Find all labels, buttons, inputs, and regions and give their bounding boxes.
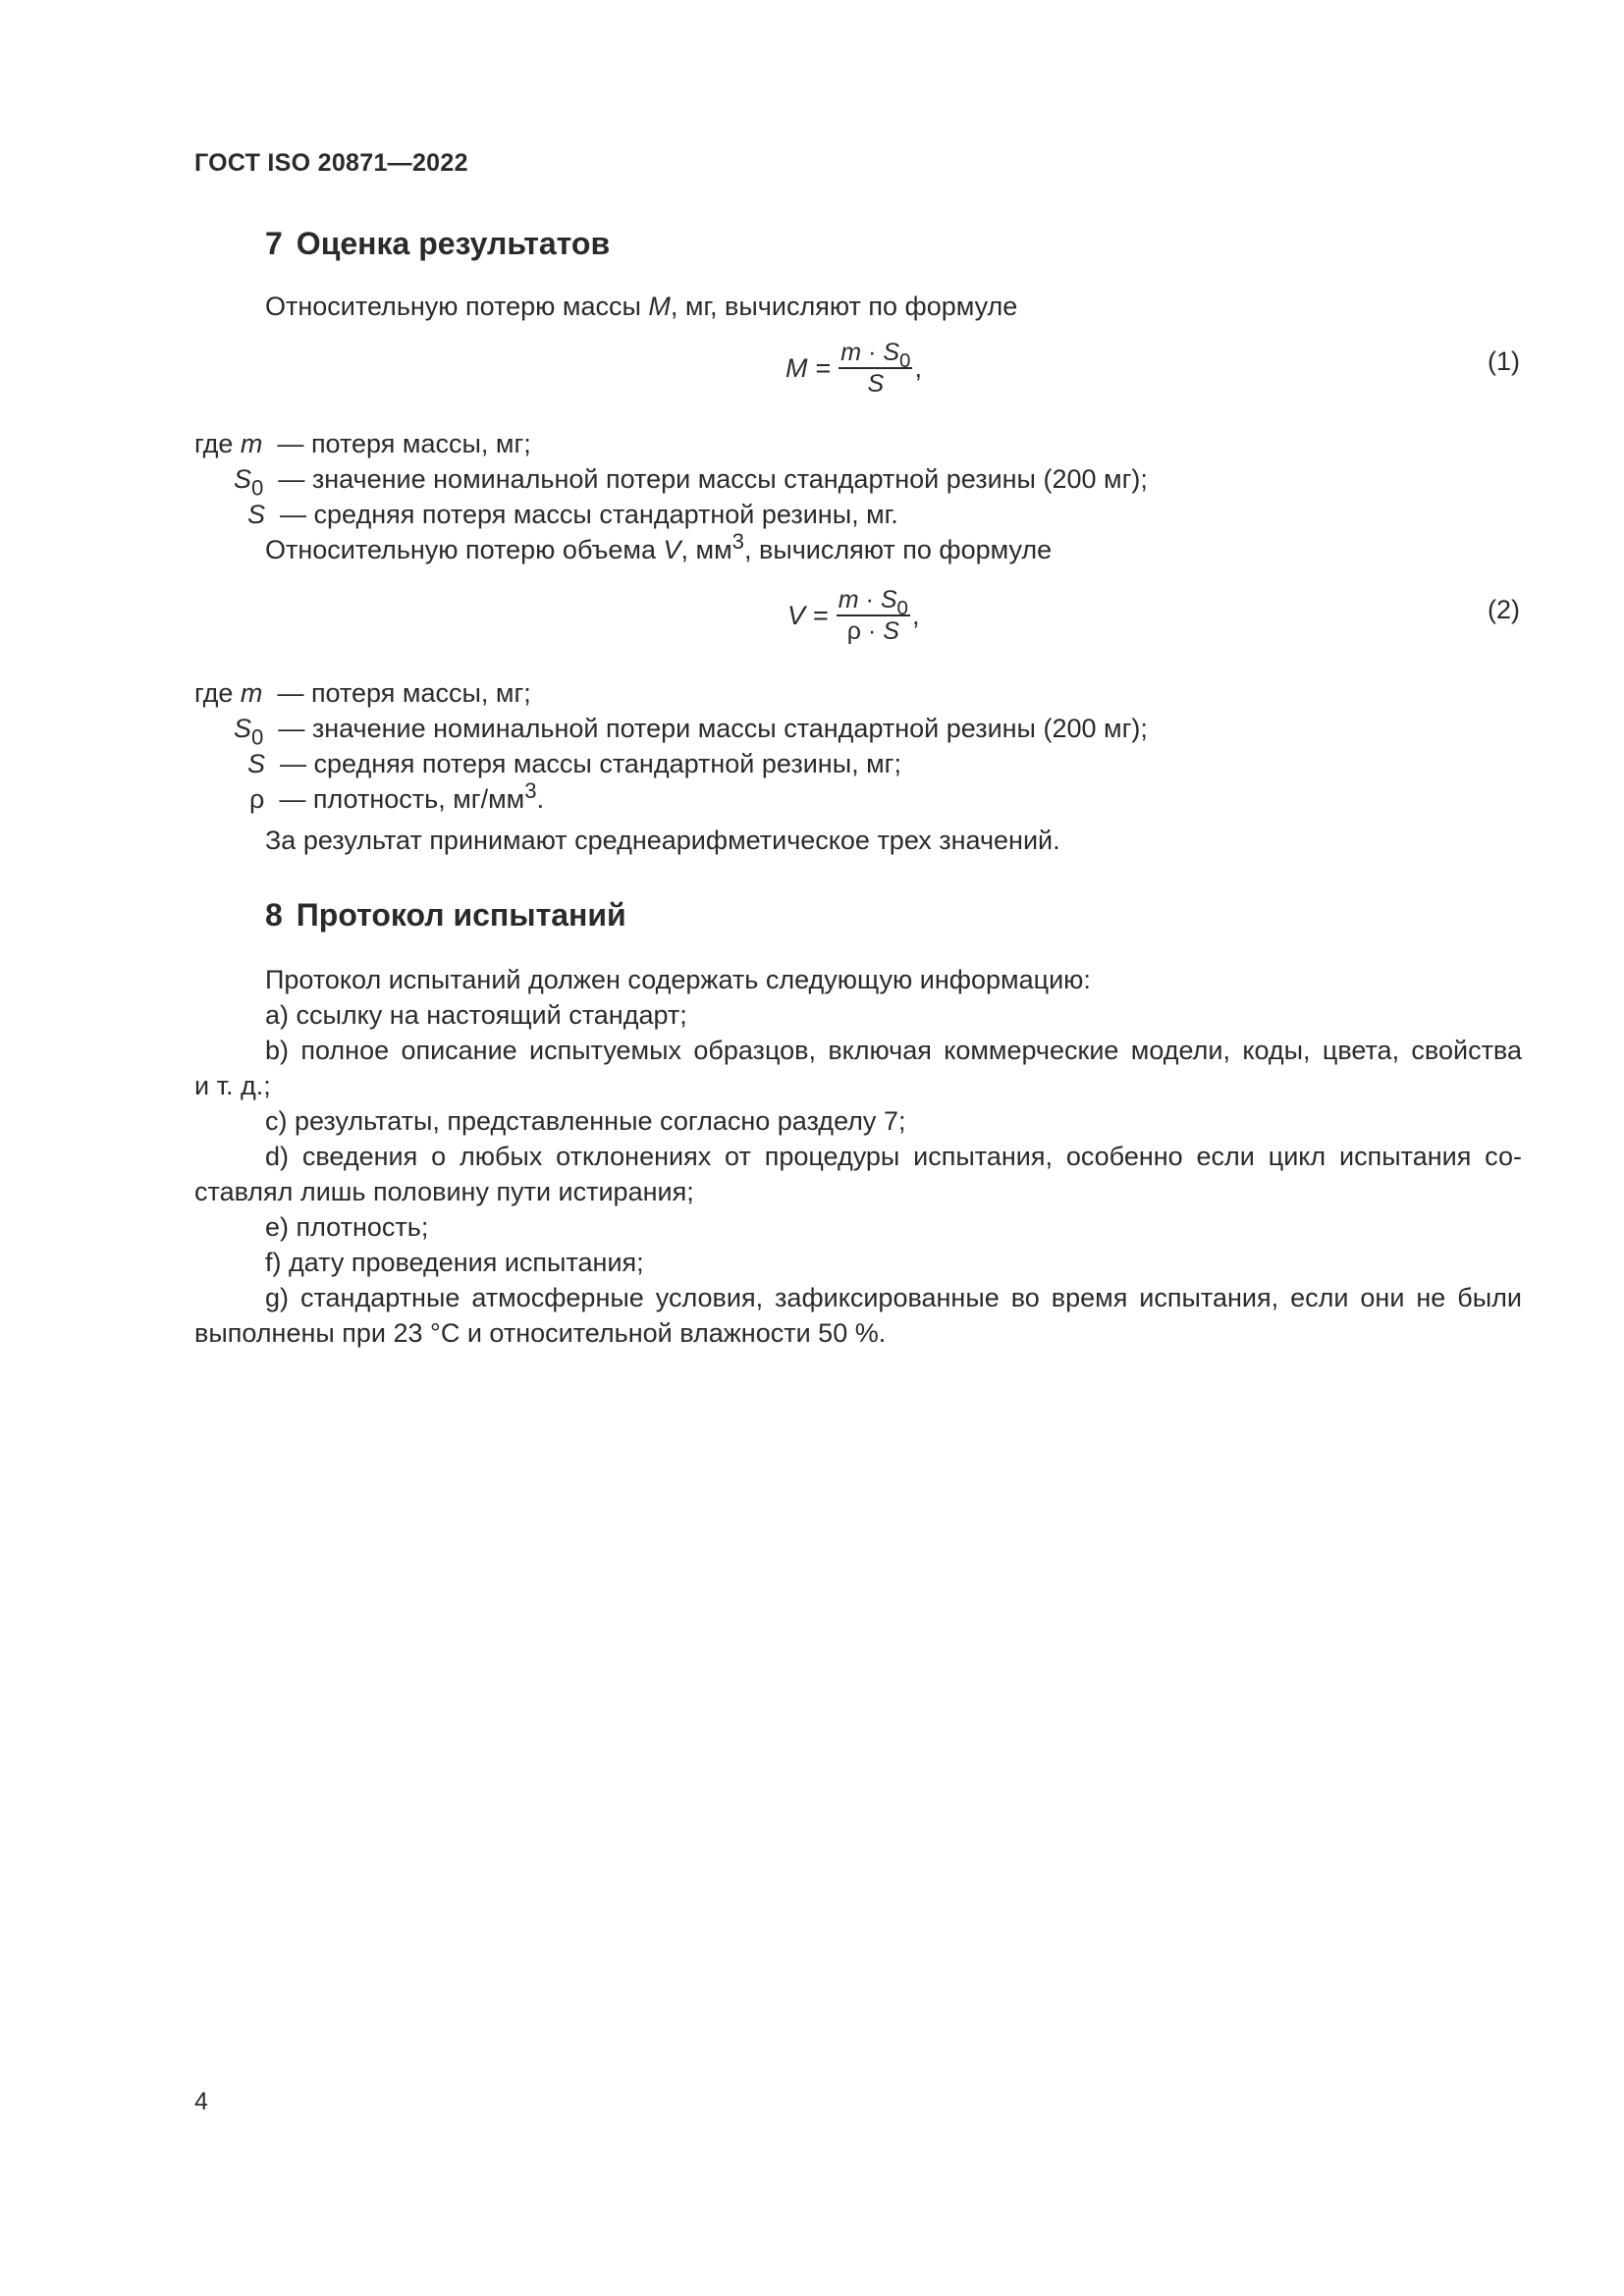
formula-2-lhs: V (787, 600, 806, 630)
where-symbol: S (234, 714, 252, 743)
section-8-number: 8 (265, 897, 283, 933)
where-2-s (247, 746, 901, 781)
where-superscript: 3 (524, 778, 537, 804)
intro-text-part: , вычисляют по формуле (743, 535, 1053, 564)
list-item-b-line1: b) полное описание испытуемых образцов, включая коммерческие модели, коды, цвета, свойства (265, 1036, 1522, 1065)
formula-1-fraction (839, 338, 912, 399)
where-text: — значение номинальной потери массы стандартной резины (200 мг); (278, 714, 1148, 743)
formula-2-number: (2) (1488, 595, 1520, 624)
where-1-m (194, 426, 531, 461)
intro-text-part: , мм (680, 535, 732, 564)
where-text: . (536, 784, 545, 814)
where-subscript: 0 (251, 724, 264, 750)
num-var: m (840, 339, 862, 366)
page-number: 4 (194, 2088, 208, 2115)
list-item-f: f) дату проведения испытания; (265, 1248, 644, 1277)
mass-loss-intro (265, 289, 1017, 324)
section-7-title: Оценка результатов (296, 226, 611, 261)
intro-text-part: Относительную потерю объема (265, 535, 664, 564)
where-prefix: где (194, 429, 234, 458)
list-item-d-line1: d) сведения о любых отклонениях от процедуры испытания, особенно если цикл испытания со- (265, 1142, 1522, 1171)
where-text: — значение номинальной потери массы стандартной резины (200 мг); (278, 464, 1148, 494)
where-2-m (194, 675, 531, 711)
where-2-rho (249, 778, 545, 817)
intro-variable: M (648, 292, 671, 321)
where-1-s0 (234, 461, 1148, 501)
num-var: m (838, 586, 859, 614)
section-8-heading (265, 897, 626, 934)
where-text: — плотность, мг/мм (279, 784, 525, 814)
where-symbol: S (234, 464, 252, 494)
formula-2 (787, 585, 919, 646)
den-rho: ρ (846, 617, 862, 645)
where-symbol: m (240, 678, 263, 708)
where-2-s0 (234, 711, 1148, 750)
section-8-title: Протокол испытаний (296, 897, 626, 933)
where-symbol: m (240, 429, 263, 458)
num-var: S (880, 586, 897, 614)
intro-text-part: , мг, вычисляют по формуле (670, 292, 1018, 321)
list-item-c: c) результаты, представленные согласно разделу 7; (265, 1106, 906, 1136)
num-subscript: 0 (896, 597, 908, 620)
where-1-s (247, 497, 898, 532)
section-7-heading (265, 226, 610, 262)
intro-superscript: 3 (731, 529, 744, 555)
volume-loss-intro (265, 529, 1053, 567)
formula-1-denominator: S (867, 370, 885, 398)
formula-1-number: (1) (1488, 347, 1520, 376)
where-prefix: где (194, 678, 234, 708)
list-item-d-line2: ставлял лишь половину пути истирания; (194, 1177, 694, 1206)
protocol-intro: Протокол испытаний должен содержать следующую информацию: (265, 965, 1091, 994)
formula-2-fraction (837, 585, 910, 646)
document-id-header: ГОСТ ISO 20871—2022 (194, 149, 468, 177)
formula-2-comma: , (911, 600, 920, 630)
where-symbol: S (247, 749, 266, 778)
formula-1-comma: , (914, 352, 922, 383)
formula-2-numerator (837, 585, 910, 620)
num-dot: · (868, 339, 877, 366)
list-item-b-line2: и т. д.; (194, 1071, 271, 1100)
num-var: S (883, 339, 900, 366)
where-text: — потеря массы, мг; (277, 429, 531, 458)
list-item-g-line1: g) стандартные атмосферные условия, зафиксированные во время испытания, если они не были (265, 1283, 1522, 1312)
where-text: — потеря массы, мг; (277, 678, 531, 708)
formula-1-equals: = (815, 352, 832, 383)
num-dot: · (865, 586, 874, 614)
intro-variable: V (663, 535, 681, 564)
list-item-e: e) плотность; (265, 1212, 429, 1242)
den-var: S (883, 617, 899, 645)
formula-1-numerator (839, 338, 912, 373)
formula-1-lhs: M (785, 352, 808, 383)
formula-1 (785, 338, 922, 399)
where-text: — средняя потеря массы стандартной резины, мг. (280, 500, 898, 529)
num-subscript: 0 (899, 349, 911, 373)
where-subscript: 0 (251, 475, 264, 501)
where-text: — средняя потеря массы стандартной резины, мг; (280, 749, 902, 778)
list-item-a: a) ссылку на настоящий стандарт; (265, 1000, 687, 1030)
section-7-number: 7 (265, 226, 283, 261)
list-item-g-line2: выполнены при 23 °C и относительной влажности 50 %. (194, 1318, 887, 1348)
result-note: За результат принимают среднеарифметическое трех значений. (265, 826, 1060, 855)
formula-2-denominator (847, 616, 899, 646)
where-symbol: S (247, 500, 266, 529)
intro-text-part: Относительную потерю массы (265, 292, 649, 321)
formula-2-equals: = (813, 600, 829, 630)
den-dot: · (867, 617, 877, 645)
where-symbol: ρ (249, 784, 265, 814)
